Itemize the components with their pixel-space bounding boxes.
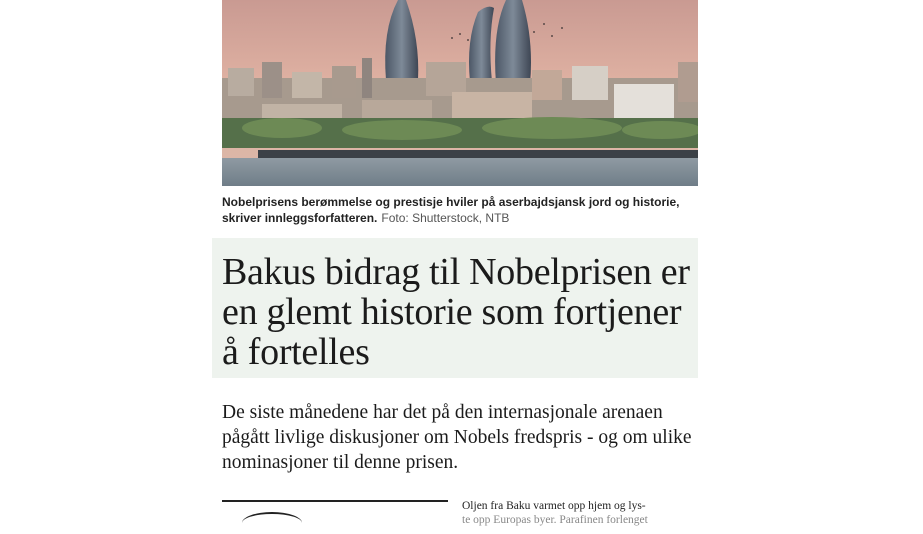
baku-skyline-image [222, 0, 698, 186]
caption-text: Nobelprisens berømmelse og prestisje hviler på aserbajdsjansk jord og historie, skriver innleggsforfatteren. [222, 195, 680, 225]
article-photo [222, 0, 698, 186]
author-avatar-arc [242, 512, 302, 534]
article [222, 0, 698, 526]
article-headline: Bakus bidrag til Nobelprisen er en glemt historie som fortjener å fortelles [222, 251, 690, 373]
photo-credit: Foto: Shutterstock, NTB [381, 211, 510, 225]
article-lead: De siste månedene har det på den internasjonale arenaen pågått livlige diskusjoner om Nobels fredspris - og om ulike nominasjoner til denne prisen. [222, 402, 692, 473]
body-line-2: te opp Europas byer. Parafinen forlenget [462, 514, 648, 526]
article-body [462, 499, 698, 527]
headline-box [212, 238, 698, 378]
body-line-1: Oljen fra Baku varmet opp hjem og lys- [462, 500, 646, 512]
photo-caption [222, 194, 698, 226]
section-rule [222, 500, 448, 502]
